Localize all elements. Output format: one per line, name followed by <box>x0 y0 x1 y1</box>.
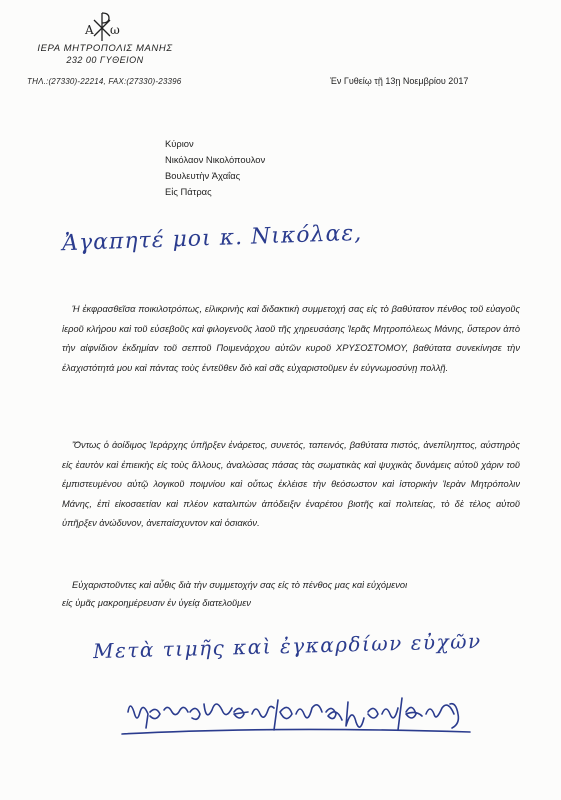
letterhead-phone: ΤΗΛ.:(27330)-22214, FAX:(27330)-23396 <box>27 77 182 86</box>
body-paragraph-1-text: Ἡ ἐκφρασθεῖσα ποικιλοτρόπως, εἰλικρινὴς καὶ διδακτικὴ συμμετοχή σας εἰς τὸ βαθύτατον πένθος τοῦ εὐαγοῦς ἱεροῦ κλήρου καὶ τοῦ εὐσεβοῦς καὶ φιλογενοῦς λαοῦ τῆς χηρευσάσης Ἱερᾶς Μητροπόλεως Μάνης, ὕστερον ἀπὸ τὴν αἰφνίδιον ἐκδημίαν τοῦ σεπτοῦ Ποιμενάρχου αὐτῶν κυροῦ ΧΡΥΣΟΣΤΟΜΟΥ, βαθύτατα συνεκίνησε τὴν ἐλαχιστότητά μου καὶ πάντας τοὺς ἐντεῦθεν διὸ καὶ σᾶς εὐχαριστοῦμεν ἐν εὐγνωμοσύνῃ πολλῇ. <box>62 304 520 373</box>
handwritten-signature <box>120 690 480 746</box>
handwritten-closing: Μετὰ τιμῆς καὶ ἐγκαρδίων εὐχῶν <box>92 628 482 664</box>
body-paragraph-2-text: Ὄντως ὁ ἀοίδιμος Ἱεράρχης ὑπῆρξεν ἐνάρετος, συνετός, ταπεινός, βαθύτατα πιστός, ἀνεπίληπτος, αὐστηρὸς εἰς ἑαυτὸν καὶ ἐπιεικὴς εἰς τοὺς ἄλλους, ἀναλώσας πάσας τὰς σωματικὰς καὶ ψυχικὰς δυνάμεις αὐτοῦ χάριν τοῦ ἐμπιστευμένου αὐτῷ λογικοῦ ποιμνίου καὶ οὕτως ἐκλέισε τὴν θεόσωστον καὶ ἱστορικὴν Ἱερὰν Μητρόπολιν Μάνης, ἐπὶ εἰκοσαετίαν καὶ πλέον καταλιπὼν ἀπόδειξιν ἐναρέτου βιοτῆς καὶ πολιτείας, τὸ δὲ τέλος αὐτοῦ ὑπῆρξεν ἀνώδυνον, ἀνεπαίσχυντον καὶ ὁσιακόν. <box>62 440 520 529</box>
letterhead-name: ΙΕΡΑ ΜΗΤΡΟΠΟΛΙΣ ΜΑΝΗΣ <box>37 43 173 54</box>
addressee-line-1: Κύριον <box>165 138 194 149</box>
svg-text:Α: Α <box>85 23 94 37</box>
chi-rho-alpha-omega-icon <box>82 10 122 44</box>
addressee-line-4: Εἰς Πάτρας <box>165 186 212 197</box>
svg-text:ω: ω <box>110 23 120 37</box>
body-paragraph-3-line-2: εἰς ὑμᾶς μακροημέρευσιν ἐν ὑγείᾳ διατελοῦμεν <box>62 598 251 608</box>
letter-date: Ἐν Γυθείῳ τῇ 13ῃ Νοεμβρίου 2017 <box>330 76 469 86</box>
addressee-line-2: Νικόλαον Νικολόπουλον <box>165 154 266 165</box>
body-paragraph-1 <box>62 300 520 378</box>
letterhead-town: 232 00 ΓΥΘΕΙΟΝ <box>66 55 144 65</box>
body-paragraph-3-line-1: Εὐχαριστοῦντες καὶ αὖθις διὰ τὴν συμμετοχήν σας εἰς τὸ πένθος μας καὶ εὐχόμενοι <box>72 580 408 590</box>
addressee-line-3: Βουλευτὴν Ἀχαΐας <box>165 170 241 181</box>
body-paragraph-2 <box>62 436 520 534</box>
handwritten-salutation: Ἀγαπητέ μοι κ. Νικόλαε, <box>61 220 363 257</box>
